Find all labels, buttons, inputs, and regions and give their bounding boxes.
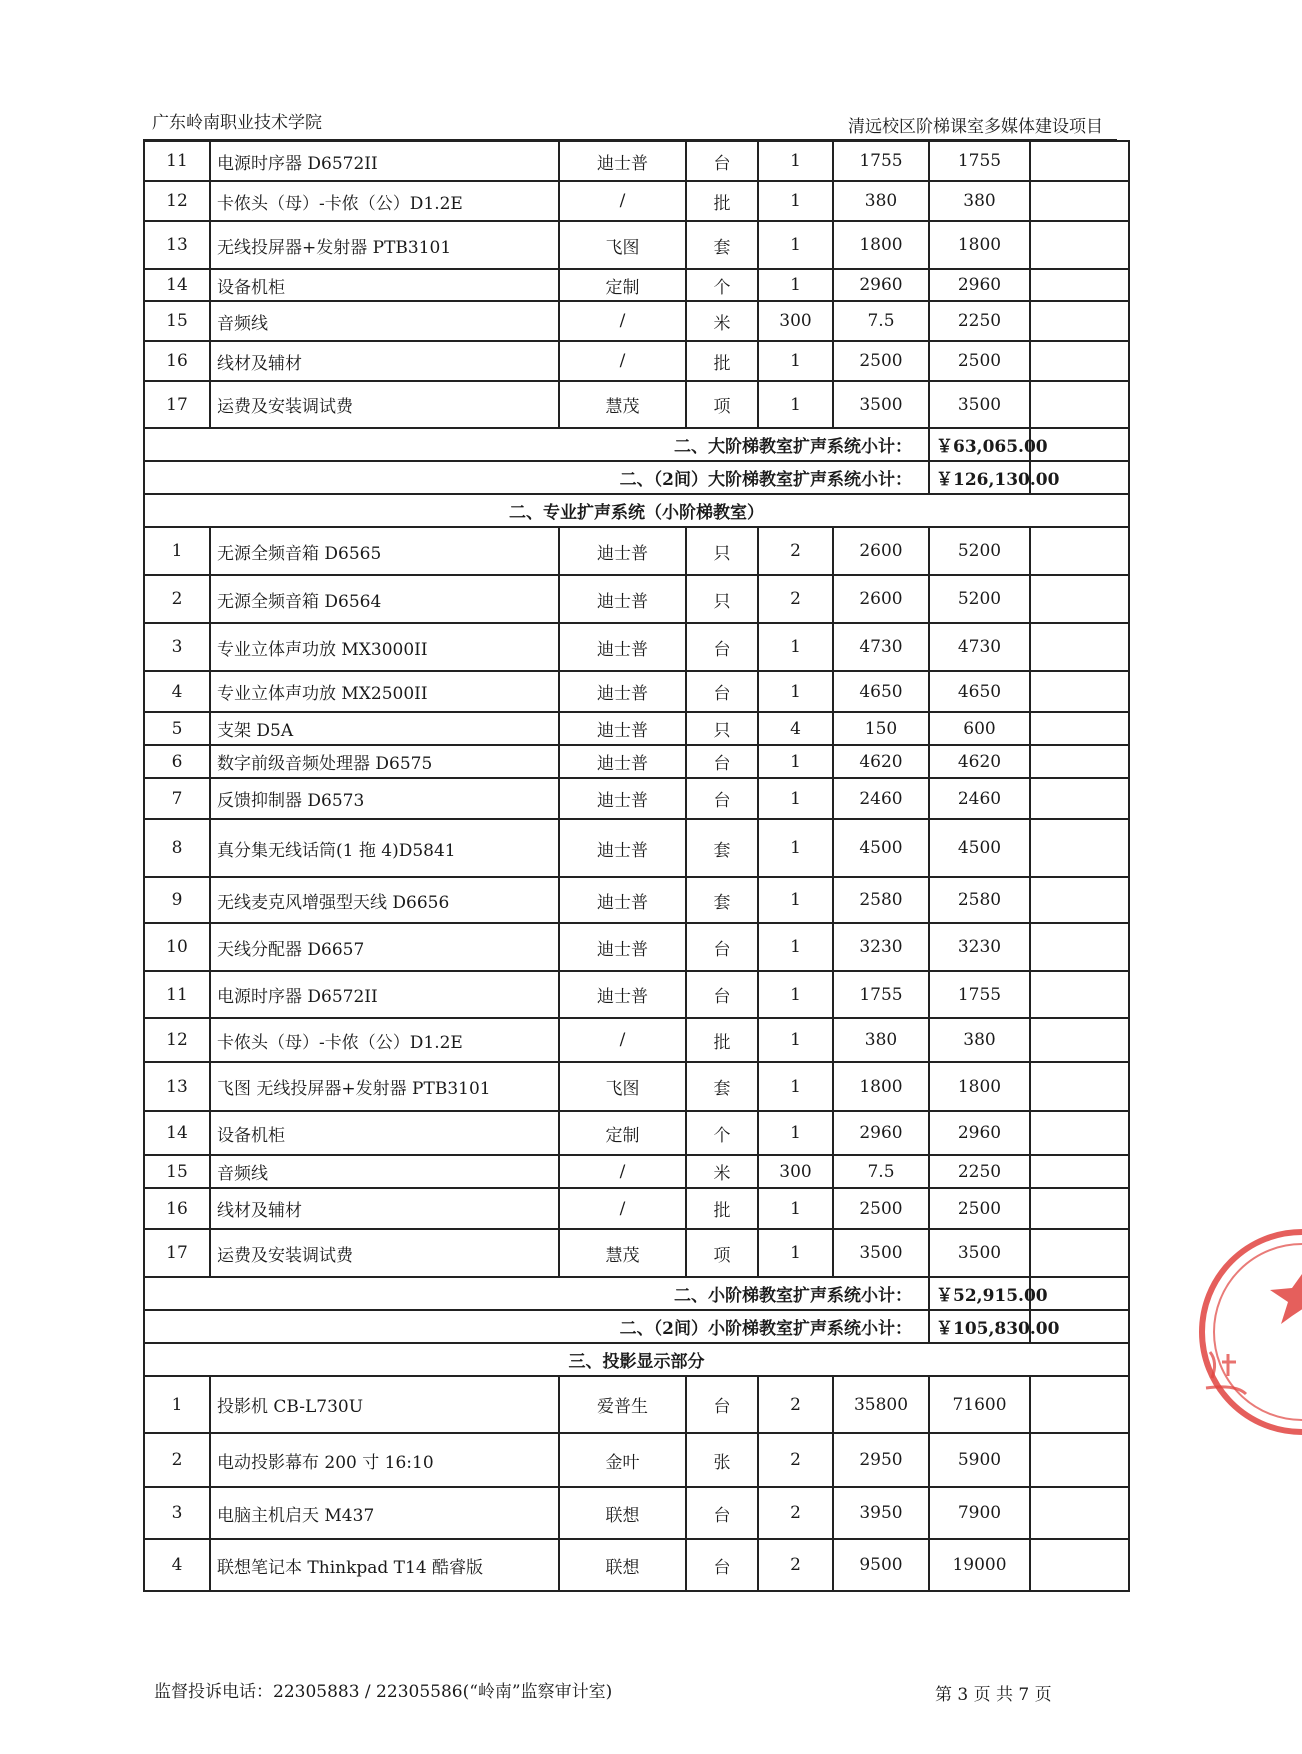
cell-price: 2600	[833, 575, 929, 623]
cell-name: 设备机柜	[210, 1111, 559, 1155]
cell-unit: 个	[686, 269, 758, 301]
cell-no: 17	[144, 381, 210, 428]
cell-no: 13	[144, 1062, 210, 1111]
table-row	[144, 381, 1129, 428]
cell-remark	[1030, 141, 1129, 181]
cell-qty: 2	[758, 575, 833, 623]
cell-brand: 迪士普	[559, 819, 686, 877]
cell-qty: 1	[758, 623, 833, 671]
cell-remark	[1030, 341, 1129, 381]
cell-no: 3	[144, 623, 210, 671]
cell-brand: 定制	[559, 1111, 686, 1155]
cell-price: 150	[833, 712, 929, 745]
cell-qty: 1	[758, 1111, 833, 1155]
cell-price: 1800	[833, 1062, 929, 1111]
subtotal-row	[144, 1277, 1129, 1310]
cell-price: 7.5	[833, 1155, 929, 1188]
cell-name: 线材及辅材	[210, 1188, 559, 1229]
cell-name: 无线投屏器+发射器 PTB3101	[210, 221, 559, 269]
cell-name: 卡侬头（母）-卡侬（公）D1.2E	[210, 1018, 559, 1062]
cell-qty: 1	[758, 341, 833, 381]
cell-name: 无线麦克风增强型天线 D6656	[210, 877, 559, 923]
cell-remark	[1030, 381, 1129, 428]
cell-total: 3230	[929, 923, 1030, 971]
cell-price: 4730	[833, 623, 929, 671]
cell-brand: 迪士普	[559, 527, 686, 575]
table-row	[144, 221, 1129, 269]
subtotal-amount: ￥52,915.00	[929, 1277, 1030, 1310]
cell-name: 电源时序器 D6572II	[210, 141, 559, 181]
cell-total: 1755	[929, 141, 1030, 181]
cell-brand: /	[559, 1018, 686, 1062]
cell-price: 2950	[833, 1433, 929, 1487]
cell-price: 35800	[833, 1376, 929, 1433]
cell-no: 1	[144, 1376, 210, 1433]
subtotal-amount: ￥126,130.00	[929, 461, 1030, 494]
cell-price: 1800	[833, 221, 929, 269]
cell-name: 线材及辅材	[210, 341, 559, 381]
table-row	[144, 1229, 1129, 1277]
table-row	[144, 1433, 1129, 1487]
table-row	[144, 971, 1129, 1018]
cell-total: 19000	[929, 1539, 1030, 1591]
cell-total: 2500	[929, 1188, 1030, 1229]
table-row	[144, 1111, 1129, 1155]
quotation-table	[143, 140, 1130, 1592]
table-row	[144, 1188, 1129, 1229]
cell-unit: 项	[686, 1229, 758, 1277]
cell-total: 4620	[929, 745, 1030, 778]
footer-hotline: 监督投诉电话：22305883 / 22305586(“岭南”监察审计室)	[154, 1682, 613, 1702]
cell-name: 电动投影幕布 200 寸 16:10	[210, 1433, 559, 1487]
cell-name: 运费及安装调试费	[210, 1229, 559, 1277]
section-heading: 二、专业扩声系统（小阶梯教室）	[144, 494, 1129, 527]
table-row	[144, 778, 1129, 819]
cell-remark	[1030, 301, 1129, 341]
cell-no: 17	[144, 1229, 210, 1277]
cell-qty: 2	[758, 1487, 833, 1539]
header-institution: 广东岭南职业技术学院	[152, 113, 322, 133]
cell-price: 7.5	[833, 301, 929, 341]
cell-total: 5200	[929, 575, 1030, 623]
cell-name: 卡侬头（母）-卡侬（公）D1.2E	[210, 181, 559, 221]
cell-remark	[1030, 269, 1129, 301]
cell-total: 600	[929, 712, 1030, 745]
subtotal-row	[144, 461, 1129, 494]
cell-unit: 批	[686, 181, 758, 221]
cell-remark	[1030, 1155, 1129, 1188]
cell-price: 4650	[833, 671, 929, 712]
cell-name: 真分集无线话筒(1 拖 4)D5841	[210, 819, 559, 877]
cell-price: 2500	[833, 1188, 929, 1229]
cell-qty: 4	[758, 712, 833, 745]
cell-brand: 联想	[559, 1487, 686, 1539]
subtotal-row	[144, 428, 1129, 461]
cell-unit: 套	[686, 1062, 758, 1111]
cell-unit: 台	[686, 971, 758, 1018]
cell-brand: 迪士普	[559, 923, 686, 971]
cell-remark	[1030, 1062, 1129, 1111]
cell-price: 3500	[833, 381, 929, 428]
cell-qty: 300	[758, 1155, 833, 1188]
cell-qty: 1	[758, 877, 833, 923]
cell-remark	[1030, 819, 1129, 877]
table-row	[144, 181, 1129, 221]
cell-qty: 1	[758, 923, 833, 971]
table-row	[144, 1539, 1129, 1591]
cell-no: 10	[144, 923, 210, 971]
cell-no: 1	[144, 527, 210, 575]
cell-remark	[1030, 1433, 1129, 1487]
cell-qty: 1	[758, 1062, 833, 1111]
cell-no: 7	[144, 778, 210, 819]
cell-price: 380	[833, 1018, 929, 1062]
cell-qty: 1	[758, 221, 833, 269]
cell-brand: 迪士普	[559, 712, 686, 745]
subtotal-label: 二、（2间）小阶梯教室扩声系统小计：	[144, 1310, 929, 1343]
cell-qty: 1	[758, 745, 833, 778]
cell-brand: 爱普生	[559, 1376, 686, 1433]
cell-name: 无源全频音箱 D6564	[210, 575, 559, 623]
cell-price: 4500	[833, 819, 929, 877]
cell-remark	[1030, 623, 1129, 671]
cell-name: 专业立体声功放 MX2500II	[210, 671, 559, 712]
cell-qty: 1	[758, 819, 833, 877]
cell-unit: 批	[686, 1018, 758, 1062]
table-row	[144, 819, 1129, 877]
cell-remark	[1030, 1229, 1129, 1277]
cell-name: 联想笔记本 Thinkpad T14 酷睿版	[210, 1539, 559, 1591]
cell-name: 音频线	[210, 1155, 559, 1188]
cell-remark	[1030, 778, 1129, 819]
table-row	[144, 269, 1129, 301]
cell-remark	[1030, 971, 1129, 1018]
cell-brand: /	[559, 1188, 686, 1229]
cell-total: 5200	[929, 527, 1030, 575]
cell-price: 1755	[833, 141, 929, 181]
cell-no: 8	[144, 819, 210, 877]
header-project-title: 清远校区阶梯课室多媒体建设项目	[848, 117, 1103, 137]
cell-qty: 1	[758, 671, 833, 712]
cell-unit: 台	[686, 1376, 758, 1433]
cell-qty: 2	[758, 527, 833, 575]
cell-qty: 1	[758, 1018, 833, 1062]
cell-unit: 张	[686, 1433, 758, 1487]
cell-total: 4500	[929, 819, 1030, 877]
subtotal-amount: ￥105,830.00	[929, 1310, 1030, 1343]
cell-total: 2250	[929, 301, 1030, 341]
cell-no: 12	[144, 181, 210, 221]
cell-brand: 迪士普	[559, 877, 686, 923]
section-heading: 三、投影显示部分	[144, 1343, 1129, 1376]
cell-remark	[1030, 1018, 1129, 1062]
table-row	[144, 1062, 1129, 1111]
cell-name: 天线分配器 D6657	[210, 923, 559, 971]
cell-brand: 飞图	[559, 1062, 686, 1111]
cell-remark	[1030, 745, 1129, 778]
cell-qty: 1	[758, 381, 833, 428]
subtotal-row	[144, 1310, 1129, 1343]
table-row	[144, 1376, 1129, 1433]
cell-name: 设备机柜	[210, 269, 559, 301]
cell-price: 3950	[833, 1487, 929, 1539]
cell-name: 音频线	[210, 301, 559, 341]
cell-brand: 迪士普	[559, 575, 686, 623]
cell-name: 反馈抑制器 D6573	[210, 778, 559, 819]
cell-brand: /	[559, 341, 686, 381]
table-row	[144, 712, 1129, 745]
table-row	[144, 1155, 1129, 1188]
subtotal-label: 二、大阶梯教室扩声系统小计：	[144, 428, 929, 461]
cell-no: 4	[144, 1539, 210, 1591]
cell-no: 3	[144, 1487, 210, 1539]
cell-no: 12	[144, 1018, 210, 1062]
cell-qty: 2	[758, 1376, 833, 1433]
cell-brand: /	[559, 181, 686, 221]
cell-unit: 台	[686, 671, 758, 712]
cell-unit: 只	[686, 527, 758, 575]
subtotal-label: 二、小阶梯教室扩声系统小计：	[144, 1277, 929, 1310]
cell-remark	[1030, 1111, 1129, 1155]
cell-brand: 迪士普	[559, 778, 686, 819]
cell-brand: /	[559, 301, 686, 341]
table-row	[144, 923, 1129, 971]
cell-total: 3500	[929, 381, 1030, 428]
cell-unit: 台	[686, 745, 758, 778]
table-row	[144, 1487, 1129, 1539]
cell-remark	[1030, 1376, 1129, 1433]
table-row	[144, 745, 1129, 778]
cell-price: 1755	[833, 971, 929, 1018]
cell-remark	[1030, 877, 1129, 923]
cell-brand: 迪士普	[559, 623, 686, 671]
cell-remark	[1030, 1487, 1129, 1539]
cell-name: 运费及安装调试费	[210, 381, 559, 428]
cell-no: 11	[144, 971, 210, 1018]
cell-no: 14	[144, 269, 210, 301]
cell-no: 15	[144, 301, 210, 341]
table-row	[144, 141, 1129, 181]
cell-remark	[1030, 1188, 1129, 1229]
cell-brand: 迪士普	[559, 745, 686, 778]
cell-unit: 套	[686, 221, 758, 269]
cell-remark	[1030, 923, 1129, 971]
cell-unit: 台	[686, 141, 758, 181]
cell-unit: 套	[686, 877, 758, 923]
cell-remark	[1030, 181, 1129, 221]
cell-qty: 1	[758, 1229, 833, 1277]
cell-remark	[1030, 712, 1129, 745]
cell-qty: 1	[758, 1188, 833, 1229]
cell-total: 380	[929, 1018, 1030, 1062]
table-row	[144, 1018, 1129, 1062]
cell-price: 2600	[833, 527, 929, 575]
cell-total: 7900	[929, 1487, 1030, 1539]
cell-no: 4	[144, 671, 210, 712]
cell-total: 71600	[929, 1376, 1030, 1433]
cell-no: 9	[144, 877, 210, 923]
table-row	[144, 301, 1129, 341]
cell-unit: 米	[686, 301, 758, 341]
cell-no: 6	[144, 745, 210, 778]
footer-page-number: 第 3 页 共 7 页	[935, 1685, 1052, 1705]
cell-no: 16	[144, 1188, 210, 1229]
cell-brand: 迪士普	[559, 141, 686, 181]
cell-unit: 台	[686, 623, 758, 671]
cell-brand: 慧茂	[559, 381, 686, 428]
table-row	[144, 341, 1129, 381]
cell-no: 15	[144, 1155, 210, 1188]
cell-unit: 只	[686, 712, 758, 745]
cell-name: 无源全频音箱 D6565	[210, 527, 559, 575]
cell-unit: 台	[686, 778, 758, 819]
cell-name: 电脑主机启天 M437	[210, 1487, 559, 1539]
cell-brand: 金叶	[559, 1433, 686, 1487]
cell-total: 2460	[929, 778, 1030, 819]
cell-total: 1800	[929, 1062, 1030, 1111]
section-heading-row	[144, 1343, 1129, 1376]
cell-unit: 台	[686, 1487, 758, 1539]
cell-total: 4730	[929, 623, 1030, 671]
cell-remark	[1030, 1539, 1129, 1591]
section-heading-row	[144, 494, 1129, 527]
cell-no: 16	[144, 341, 210, 381]
cell-qty: 1	[758, 971, 833, 1018]
cell-price: 2960	[833, 269, 929, 301]
cell-price: 9500	[833, 1539, 929, 1591]
cell-brand: 迪士普	[559, 671, 686, 712]
cell-total: 2250	[929, 1155, 1030, 1188]
cell-total: 2960	[929, 1111, 1030, 1155]
table-row	[144, 623, 1129, 671]
cell-unit: 项	[686, 381, 758, 428]
cell-unit: 台	[686, 1539, 758, 1591]
cell-qty: 1	[758, 778, 833, 819]
table-row	[144, 671, 1129, 712]
cell-name: 飞图 无线投屏器+发射器 PTB3101	[210, 1062, 559, 1111]
cell-total: 5900	[929, 1433, 1030, 1487]
cell-total: 1755	[929, 971, 1030, 1018]
cell-remark	[1030, 527, 1129, 575]
cell-total: 4650	[929, 671, 1030, 712]
cell-name: 支架 D5A	[210, 712, 559, 745]
cell-unit: 台	[686, 923, 758, 971]
cell-unit: 只	[686, 575, 758, 623]
cell-total: 380	[929, 181, 1030, 221]
cell-total: 3500	[929, 1229, 1030, 1277]
cell-unit: 套	[686, 819, 758, 877]
cell-unit: 批	[686, 341, 758, 381]
cell-brand: 飞图	[559, 221, 686, 269]
table-row	[144, 527, 1129, 575]
cell-no: 2	[144, 575, 210, 623]
cell-qty: 1	[758, 181, 833, 221]
cell-price: 4620	[833, 745, 929, 778]
cell-total: 2960	[929, 269, 1030, 301]
cell-qty: 1	[758, 141, 833, 181]
cell-total: 2500	[929, 341, 1030, 381]
cell-brand: 慧茂	[559, 1229, 686, 1277]
cell-unit: 批	[686, 1188, 758, 1229]
cell-remark	[1030, 671, 1129, 712]
cell-price: 3230	[833, 923, 929, 971]
cell-qty: 2	[758, 1539, 833, 1591]
subtotal-label: 二、（2间）大阶梯教室扩声系统小计：	[144, 461, 929, 494]
cell-brand: 定制	[559, 269, 686, 301]
cell-brand: 迪士普	[559, 971, 686, 1018]
cell-no: 2	[144, 1433, 210, 1487]
table-row	[144, 575, 1129, 623]
cell-total: 1800	[929, 221, 1030, 269]
cell-no: 5	[144, 712, 210, 745]
cell-qty: 2	[758, 1433, 833, 1487]
cell-unit: 米	[686, 1155, 758, 1188]
cell-name: 电源时序器 D6572II	[210, 971, 559, 1018]
cell-price: 2460	[833, 778, 929, 819]
cell-price: 2580	[833, 877, 929, 923]
cell-name: 数字前级音频处理器 D6575	[210, 745, 559, 778]
subtotal-amount: ￥63,065.00	[929, 428, 1030, 461]
cell-price: 380	[833, 181, 929, 221]
cell-qty: 1	[758, 269, 833, 301]
cell-unit: 个	[686, 1111, 758, 1155]
cell-name: 投影机 CB-L730U	[210, 1376, 559, 1433]
table-body	[144, 141, 1129, 1591]
cell-remark	[1030, 221, 1129, 269]
cell-total: 2580	[929, 877, 1030, 923]
cell-price: 2960	[833, 1111, 929, 1155]
cell-qty: 300	[758, 301, 833, 341]
cell-no: 11	[144, 141, 210, 181]
cell-no: 13	[144, 221, 210, 269]
cell-price: 3500	[833, 1229, 929, 1277]
cell-brand: 联想	[559, 1539, 686, 1591]
cell-no: 14	[144, 1111, 210, 1155]
cell-name: 专业立体声功放 MX3000II	[210, 623, 559, 671]
cell-remark	[1030, 575, 1129, 623]
seal-stamp-icon	[1192, 1212, 1302, 1452]
cell-brand: /	[559, 1155, 686, 1188]
table-row	[144, 877, 1129, 923]
cell-price: 2500	[833, 341, 929, 381]
